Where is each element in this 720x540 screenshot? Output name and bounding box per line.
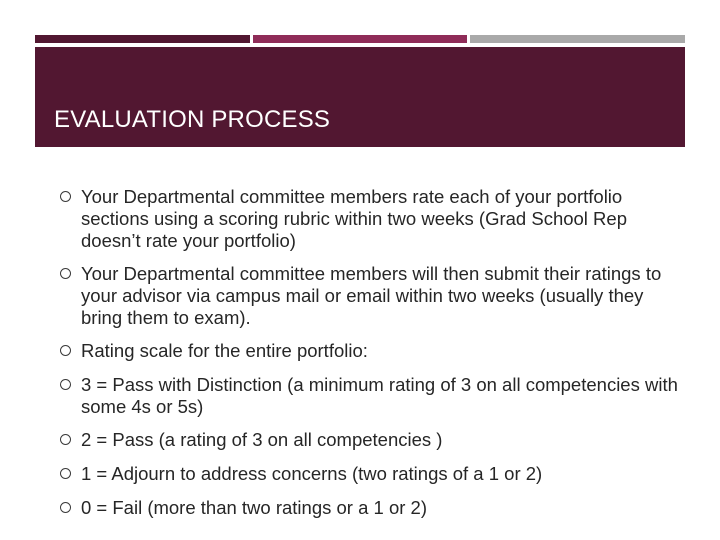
bullet-text: 2 = Pass (a rating of 3 on all competencies ) (81, 429, 443, 450)
bullet-text: Your Departmental committee members will then submit their ratings to your advisor via campus mail or email within two weeks (usually they bring them to exam). (81, 263, 662, 328)
bullet-item (60, 340, 680, 362)
hollow-circle-icon (60, 191, 71, 202)
hollow-circle-icon (60, 379, 71, 390)
hollow-circle-icon (60, 345, 71, 356)
hollow-circle-icon (60, 502, 71, 513)
accent-bar-middle (253, 35, 467, 43)
bullet-item (60, 497, 680, 519)
bullet-text: Your Departmental committee members rate each of your portfolio sections using a scoring rubric within two weeks (Grad School Rep doesn’t rate your portfolio) (81, 186, 627, 251)
bullet-item (60, 263, 680, 329)
bullet-list (60, 186, 680, 531)
hollow-circle-icon (60, 434, 71, 445)
bullet-text: Rating scale for the entire portfolio: (81, 340, 368, 361)
bullet-item (60, 429, 680, 451)
bullet-item (60, 463, 680, 485)
accent-bar-right (470, 35, 685, 43)
slide-title: EVALUATION PROCESS (54, 106, 331, 133)
accent-bar-left (35, 35, 250, 43)
hollow-circle-icon (60, 268, 71, 279)
bullet-item (60, 186, 680, 252)
bullet-text: 0 = Fail (more than two ratings or a 1 or 2) (81, 497, 427, 518)
hollow-circle-icon (60, 468, 71, 479)
bullet-text: 3 = Pass with Distinction (a minimum rating of 3 on all competencies with some 4s or 5s) (81, 374, 678, 417)
bullet-item (60, 374, 680, 418)
bullet-text: 1 = Adjourn to address concerns (two ratings of a 1 or 2) (81, 463, 543, 484)
title-band (35, 47, 685, 147)
